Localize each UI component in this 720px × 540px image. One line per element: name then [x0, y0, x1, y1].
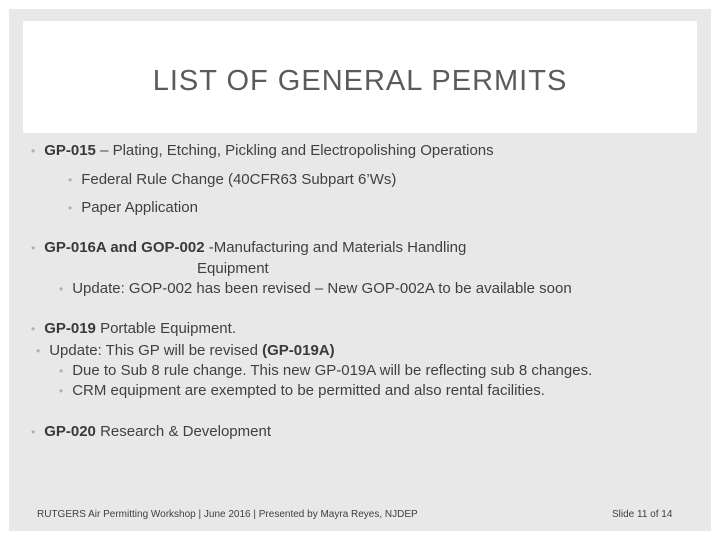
permit-code: (GP-019A)	[262, 342, 335, 359]
footer-text: RUTGERS Air Permitting Workshop | June 2016 | Presented by Mayra Reyes, NJDEP	[37, 509, 418, 520]
bullet-icon: •	[68, 201, 73, 215]
item-text: Federal Rule Change (40CFR63 Subpart 6’Ws)	[81, 171, 397, 188]
title-box	[23, 21, 697, 133]
list-subitem	[68, 171, 396, 188]
bullet-icon: •	[36, 344, 41, 358]
list-item-gp-016a	[31, 239, 466, 256]
item-text: Due to Sub 8 rule change. This new GP-019A will be reflecting sub 8 changes.	[72, 362, 593, 379]
bullet-icon: •	[59, 282, 64, 296]
list-subitem	[36, 342, 335, 359]
item-text: Portable Equipment.	[95, 320, 236, 337]
list-subitem	[59, 280, 572, 297]
list-item-continuation	[197, 260, 269, 277]
slide-title: LIST OF GENERAL PERMITS	[152, 65, 568, 97]
bullet-icon: •	[31, 144, 36, 158]
bullet-icon: •	[31, 241, 36, 255]
list-subitem	[59, 362, 592, 379]
list-item-gp-019	[31, 320, 236, 337]
item-text: Update: GOP-002 has been revised – New GOP-002A to be available soon	[72, 280, 572, 297]
bullet-icon: •	[59, 364, 64, 378]
list-subitem	[68, 199, 198, 216]
list-item-gp-015	[31, 142, 494, 159]
list-item-gp-020	[31, 423, 271, 440]
permit-code: GP-019	[44, 320, 96, 337]
item-text: Research & Development	[95, 423, 271, 440]
item-text: Update: This GP will be revised	[49, 342, 263, 359]
item-text: Paper Application	[81, 199, 198, 216]
bullet-icon: •	[68, 173, 73, 187]
slide-number: Slide 11 of 14	[612, 509, 673, 520]
permit-code: GP-016A and GOP-002	[44, 239, 205, 256]
slide	[9, 9, 711, 531]
item-text: – Plating, Etching, Pickling and Electropolishing Operations	[95, 142, 494, 159]
item-text: CRM equipment are exempted to be permitted and also rental facilities.	[72, 382, 545, 399]
permit-code: GP-015	[44, 142, 96, 159]
permit-code: GP-020	[44, 423, 96, 440]
bullet-icon: •	[31, 425, 36, 439]
item-text: -Manufacturing and Materials Handling	[204, 239, 467, 256]
item-text: Equipment	[197, 260, 269, 277]
bullet-icon: •	[31, 322, 36, 336]
bullet-icon: •	[59, 384, 64, 398]
list-subitem	[59, 382, 545, 399]
